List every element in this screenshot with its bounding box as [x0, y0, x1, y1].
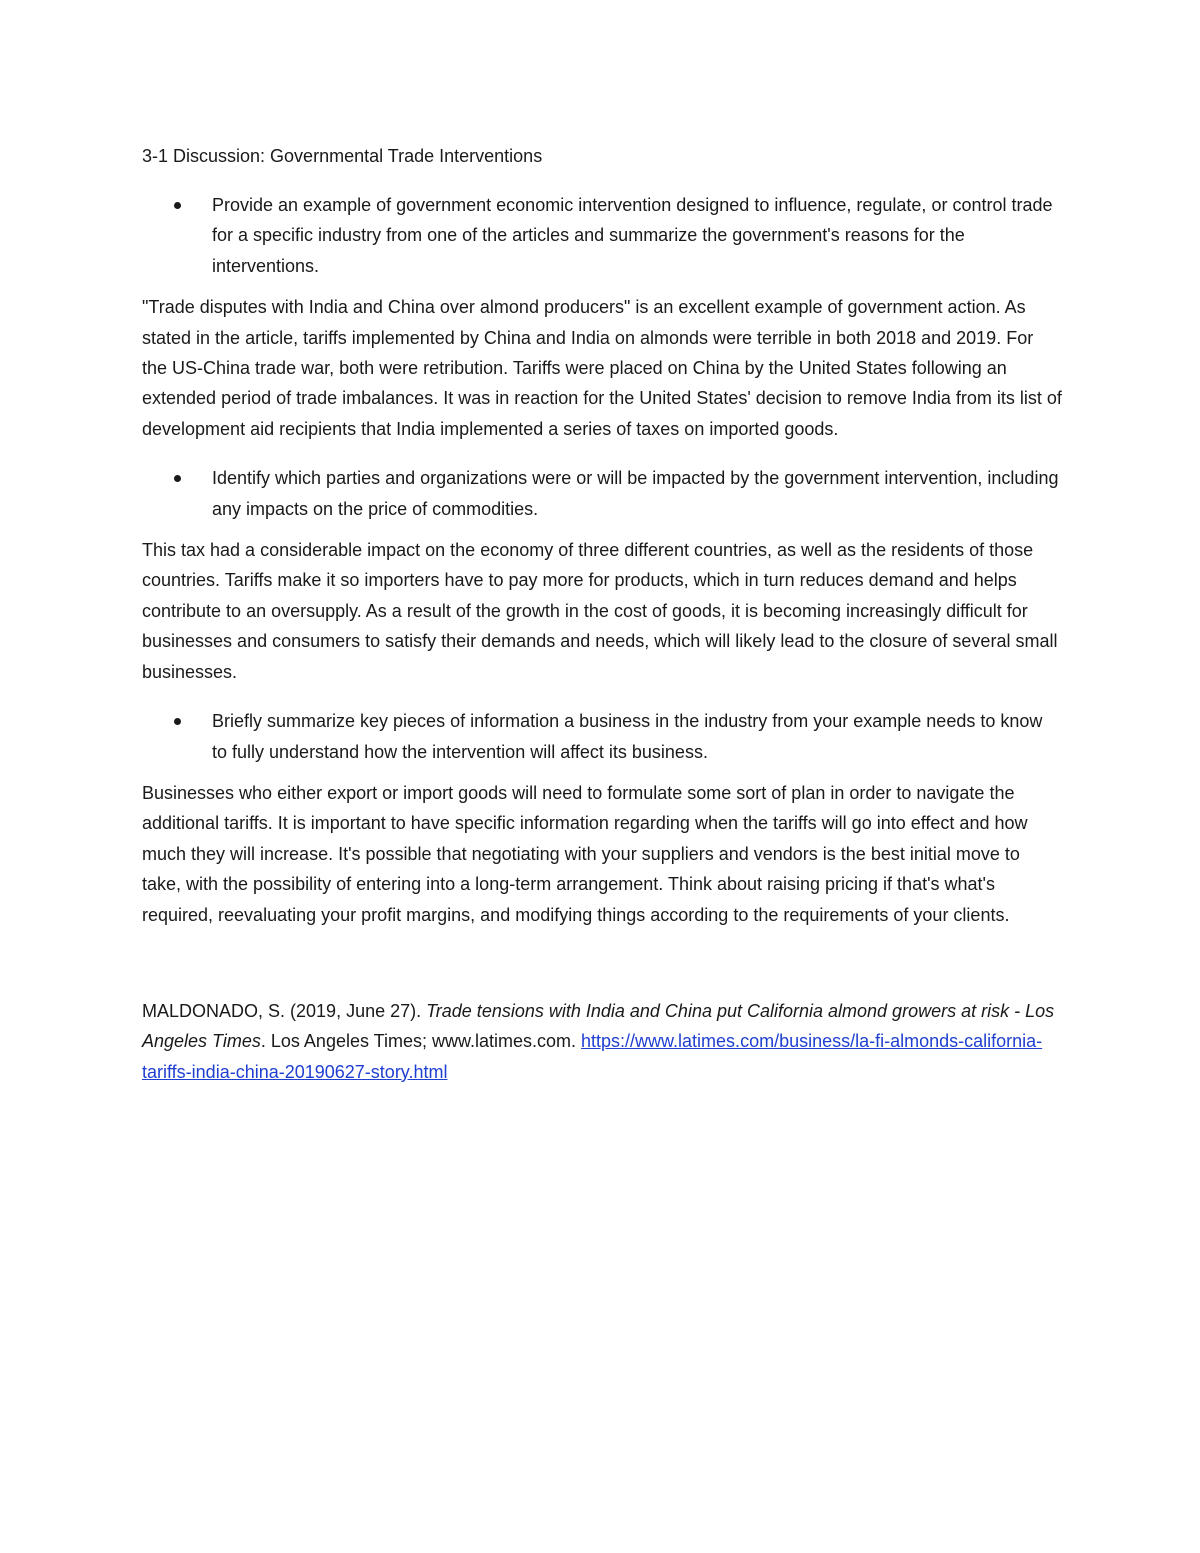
prompt-list-3 [142, 706, 1062, 767]
citation-article-title: Trade tensions with India and China put California almond growers at risk - Los Angeles Times [142, 1000, 1055, 1052]
answer-paragraph-2: This tax had a considerable impact on the economy of three different countries, as well as the residents of those countries. Tariffs make it so importers have to pay more for products, which in turn reduces demand and helps contribute to an oversupply. As a result of the growth in the cost of goods, it is becoming increasingly difficult for businesses and consumers to satisfy their demands and needs, which will likely lead to the closure of several small businesses. [142, 540, 1058, 682]
answer-paragraph-3: Businesses who either export or import goods will need to formulate some sort of plan in order to navigate the additional tariffs. It is important to have specific information regarding when the tariffs will go into effect and how much they will increase. It's possible that negotiating with your suppliers and vendors is the best initial move to take, with the possibility of entering into a long-term arrangement. Think about raising pricing if that's what's required, reevaluating your profit margins, and modifying things according to the requirements of your clients. [142, 782, 1028, 925]
reference-citation [142, 996, 1062, 1087]
citation-publisher: . Los Angeles Times; www.latimes.com. [260, 1031, 582, 1052]
prompt-list-2 [142, 463, 1062, 524]
document-page [142, 141, 1062, 1087]
prompt-text-1: Provide an example of government economic intervention designed to influence, regulate, or control trade for a specific industry from one of the articles and summarize the government's reasons for the interventions. [212, 195, 1053, 276]
answer-paragraph-1: "Trade disputes with India and China over almond producers" is an excellent example of government action. As stated in the article, tariffs implemented by China and India on almonds were terrible in both 2018 and 2019. For the US-China trade war, both were retribution. Tariffs were placed on China by the United States following an extended period of trade imbalances. It was in reaction for the United States' decision to remove India from its list of development aid recipients that India implemented a series of taxes on imported goods. [142, 297, 1062, 439]
bullet-dot-icon [174, 202, 181, 209]
prompt-bullet-3 [142, 706, 1062, 767]
bullet-dot-icon [174, 718, 181, 725]
bullet-dot-icon [174, 475, 181, 482]
citation-author: MALDONADO, S. (2019, June 27). [142, 1000, 427, 1021]
prompt-list-1 [142, 190, 1062, 281]
citation-link[interactable]: https://www.latimes.com/business/la-fi-almonds-california-tariffs-india-china-20190627-story.html [142, 1031, 1043, 1082]
prompt-text-2: Identify which parties and organizations were or will be impacted by the government intervention, including any impacts on the price of commodities. [212, 468, 1059, 519]
prompt-text-3: Briefly summarize key pieces of information a business in the industry from your example needs to know to fully understand how the intervention will affect its business. [212, 711, 1043, 762]
document-title: 3-1 Discussion: Governmental Trade Interventions [142, 146, 543, 166]
prompt-bullet-2 [142, 463, 1062, 524]
prompt-bullet-1 [142, 190, 1062, 281]
